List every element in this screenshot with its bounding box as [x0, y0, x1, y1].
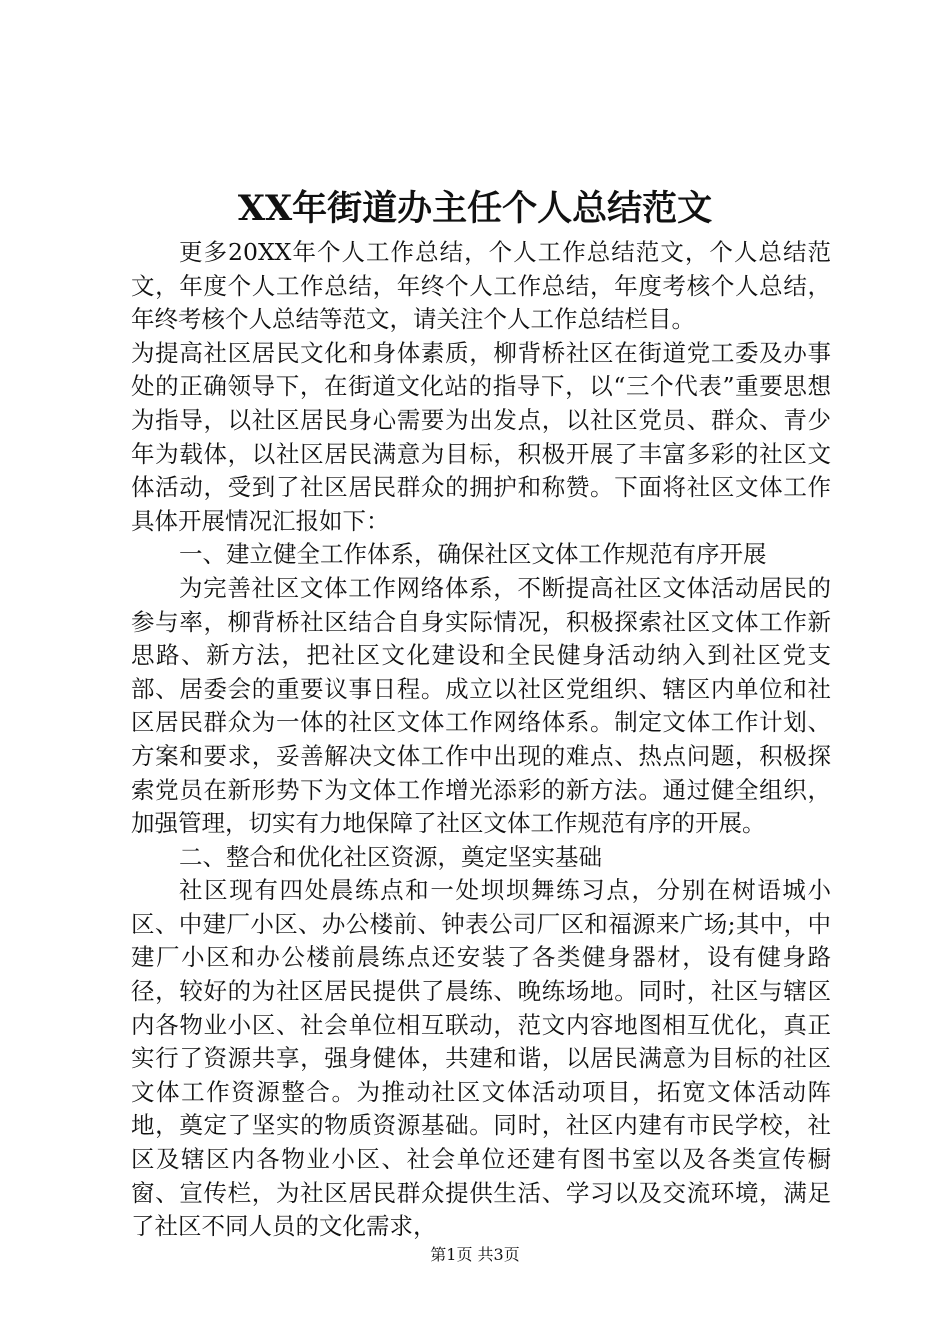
paragraph-intro: 更多20XX年个人工作总结，个人工作总结范文，个人总结范文，年度个人工作总结，年终个人工作总结，年度考核个人总结，年终考核个人总结等范文，请关注个人工作总结栏目。: [131, 238, 831, 334]
document-title: XX年街道办主任个人总结范文: [237, 188, 713, 229]
paragraph-overview: 为提高社区居民文化和身体素质，柳背桥社区在街道党工委及办事处的正确领导下，在街道文化站的指导下，以“三个代表”重要思想为指导，以社区居民身心需要为出发点，以社区党员、群众、青少年为载体，以社区居民满意为目标，积极开展了丰富多彩的社区文体活动，受到了社区居民群众的拥护和称赞。下面将社区文体工作具体开展情况汇报如下：: [131, 338, 831, 535]
section-heading-1: 一、建立健全工作体系，确保社区文体工作规范有序开展: [179, 540, 767, 569]
document-body: [131, 236, 831, 1244]
section-heading-2: 二、整合和优化社区资源，奠定坚实基础: [179, 842, 602, 871]
page-footer: 第1页 共3页: [430, 1245, 520, 1264]
paragraph-section-1: 为完善社区文体工作网络体系，不断提高社区文体活动居民的参与率，柳背桥社区结合自身实际情况，积极探索社区文体工作新思路、新方法，把社区文化建设和全民健身活动纳入到社区党支部、居委会的重要议事日程。成立以社区党组织、辖区内单位和社区居民群众为一体的社区文体工作网络体系。制定文体工作计划、方案和要求，妥善解决文体工作中出现的难点、热点问题，积极探索党员在新形势下为文体工作增光添彩的新方法。通过健全组织，加强管理，切实有力地保障了社区文体工作规范有序的开展。: [131, 573, 831, 838]
paragraph-section-2: 社区现有四处晨练点和一处坝坝舞练习点，分别在树语城小区、中建厂小区、办公楼前、钟表公司厂区和福源来广场;其中，中建厂小区和办公楼前晨练点还安装了各类健身器材，设有健身路径，较好的为社区居民提供了晨练、晚练场地。同时，社区与辖区内各物业小区、社会单位相互联动，范文内容地图相互优化，真正实行了资源共享，强身健体，共建和谐，以居民满意为目标的社区文体工作资源整合。为推动社区文体活动项目，拓宽文体活动阵地，奠定了坚实的物质资源基础。同时，社区内建有市民学校，社区及辖区内各物业小区、社会单位还建有图书室以及各类宣传橱窗、宣传栏，为社区居民群众提供生活、学习以及交流环境，满足了社区不同人员的文化需求，: [131, 876, 831, 1241]
